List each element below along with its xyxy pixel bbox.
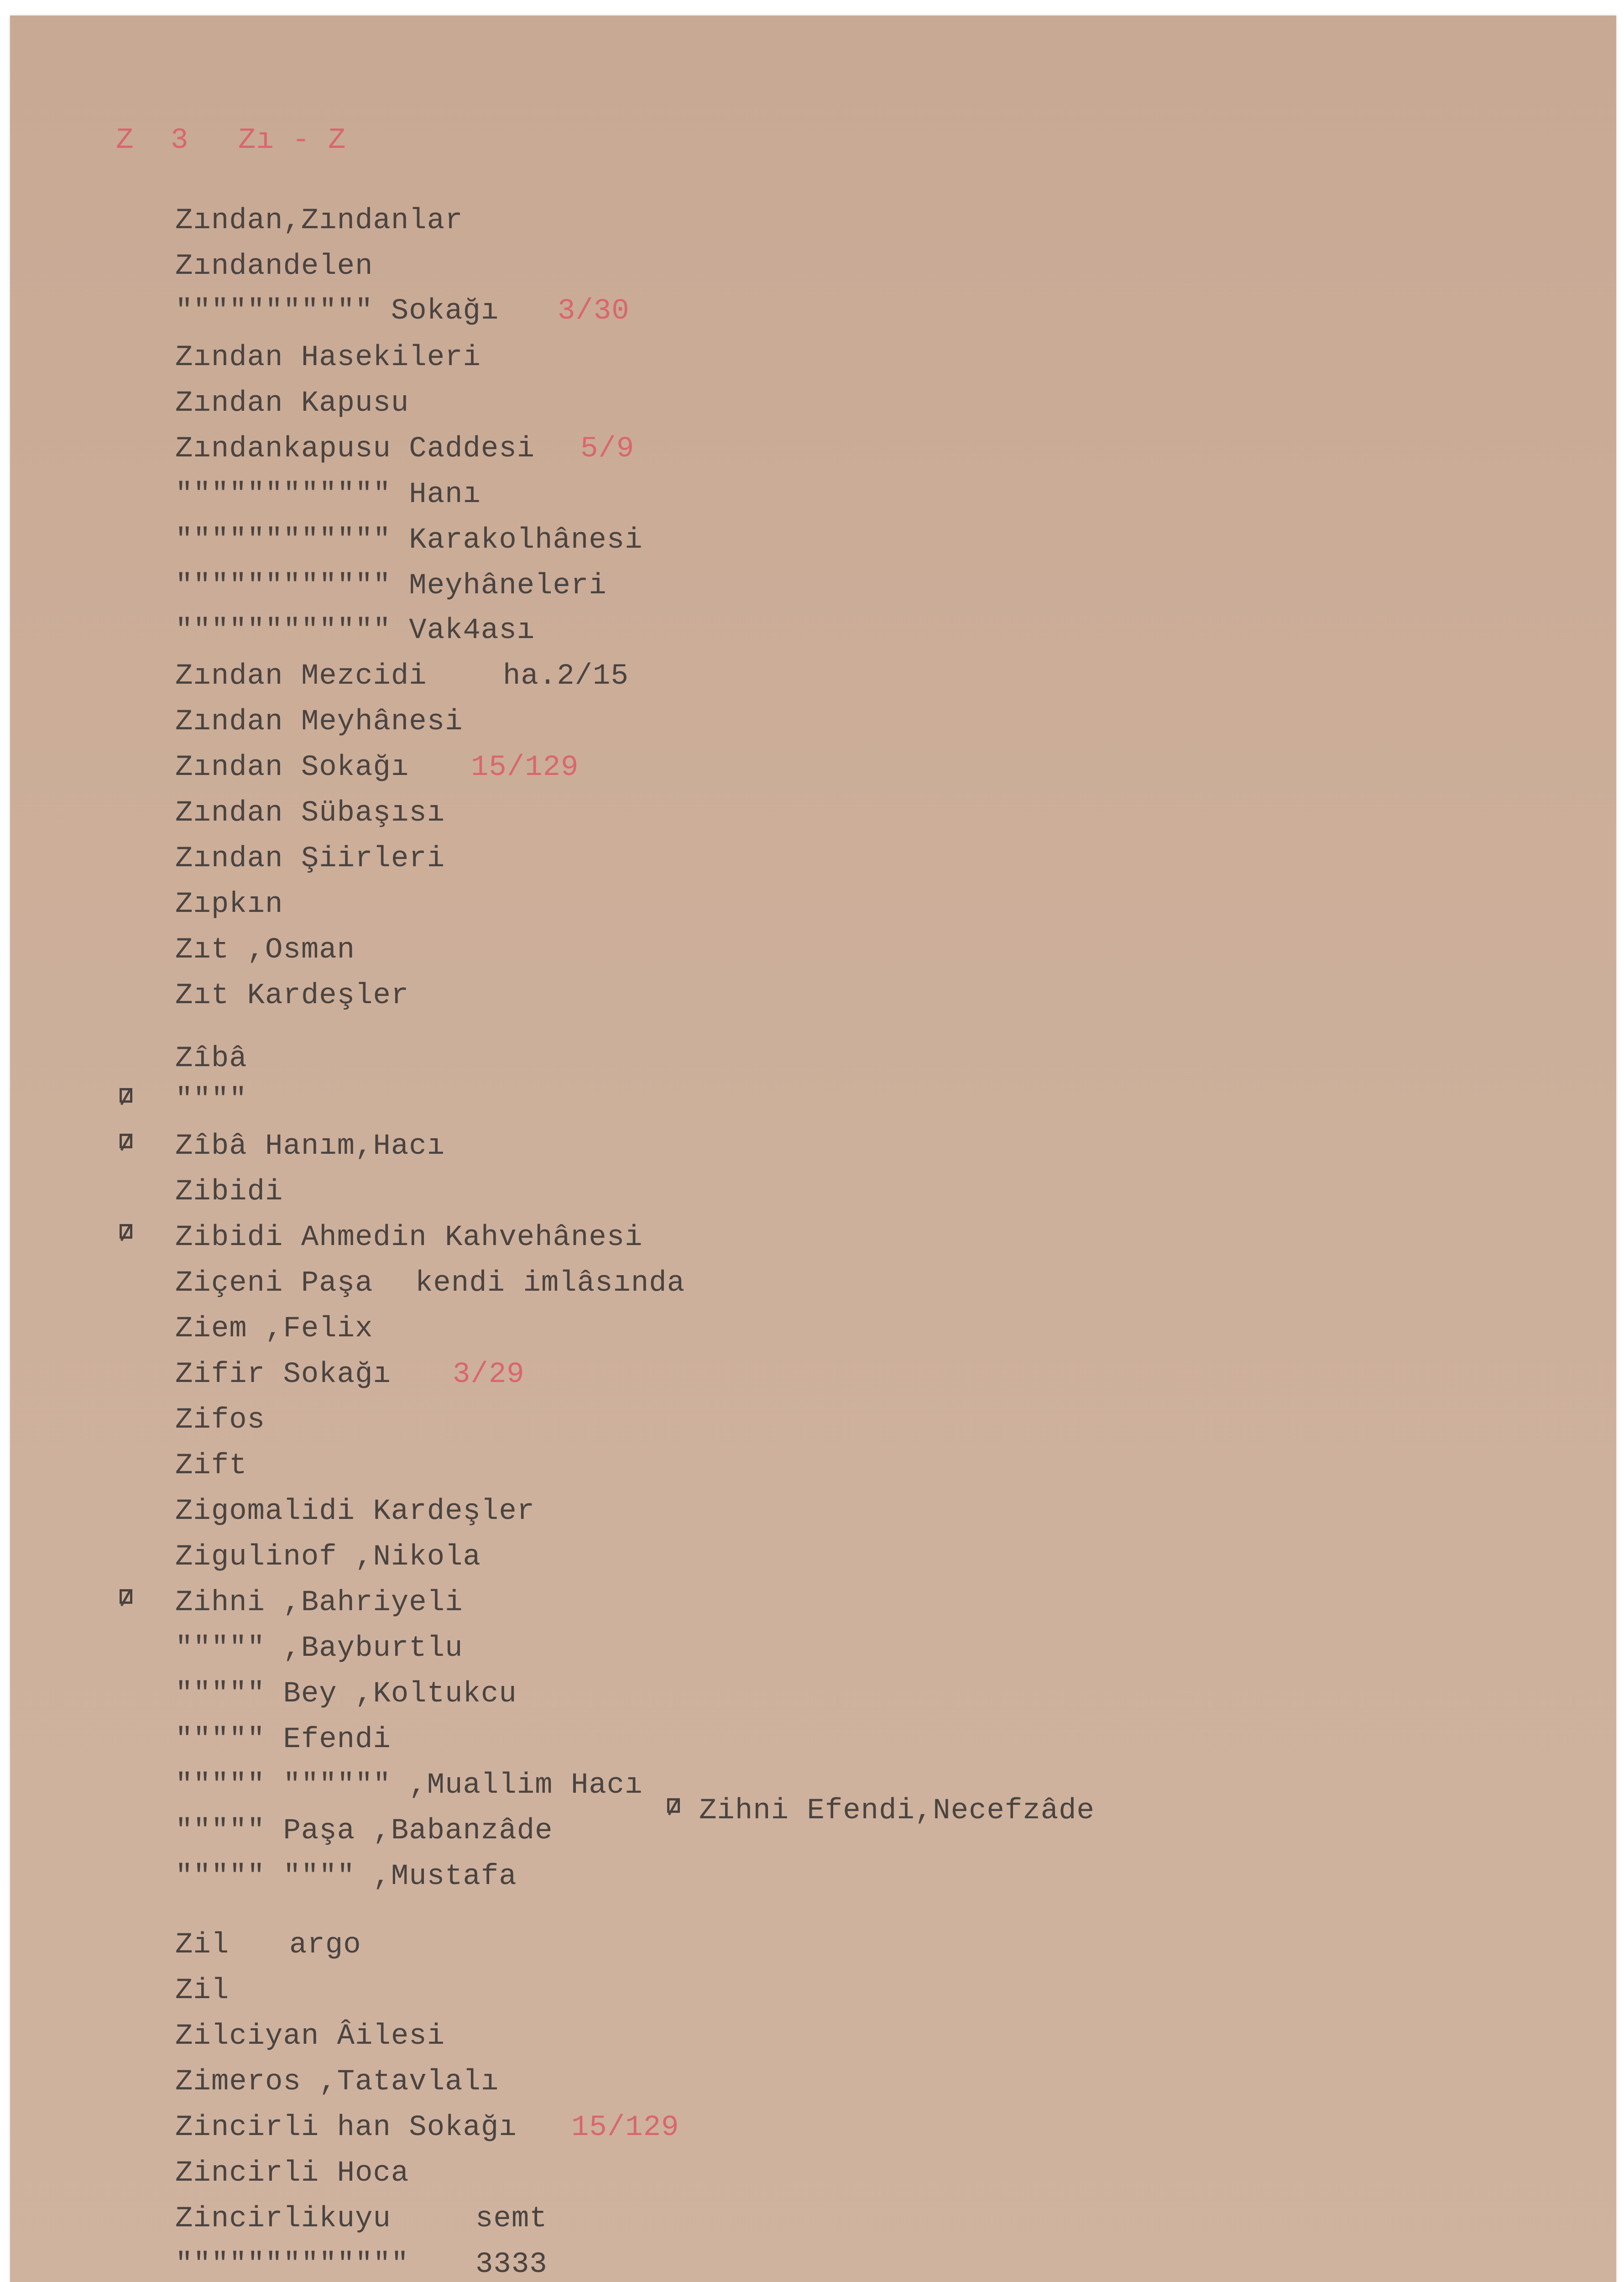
entry: """"" Efendi	[175, 1723, 391, 1756]
entry: """""""""""" Karakolhânesi	[175, 524, 643, 557]
entry: Zından Sokağı	[175, 751, 409, 784]
entry: Zîbâ Hanım,Hacı	[175, 1130, 445, 1163]
side-entry: Zihni Efendi,Necefzâde	[699, 1795, 1095, 1827]
entry: """""""""""" Meyhâneleri	[175, 570, 607, 602]
entry: """""""""""""	[175, 2248, 409, 2281]
entry: Zıpkın	[175, 888, 283, 921]
entry: Zift	[175, 1450, 247, 1482]
entry: Zındandelen	[175, 250, 373, 283]
entry-note: argo	[289, 1929, 361, 1962]
entry: """""""""""" Hanı	[175, 478, 481, 511]
entry: """"" Paşa ,Babanzâde	[175, 1815, 553, 1848]
check-mark-icon	[120, 1224, 132, 1239]
entry-note: 15/129	[471, 751, 579, 784]
entry: Zîbâ	[175, 1042, 247, 1075]
entry-note: 3/29	[453, 1358, 525, 1391]
entry-note: kendi imlâsında	[415, 1267, 685, 1300]
entry: Zigomalidi Kardeşler	[175, 1495, 535, 1528]
entry: Zincirli han Sokağı	[175, 2111, 517, 2144]
card-letter: Z	[116, 124, 134, 157]
entry: Zilciyan Âilesi	[175, 2020, 445, 2053]
entry: """"" Bey ,Koltukcu	[175, 1678, 517, 1711]
entry: Zından Meyhânesi	[175, 706, 463, 738]
entry: Zından Hasekileri	[175, 341, 481, 374]
entry: """"" """""" ,Muallim Hacı	[175, 1769, 643, 1802]
entry: Zil	[175, 1974, 230, 2007]
entry: Zından Sübaşısı	[175, 797, 445, 830]
check-mark-icon	[120, 1589, 132, 1604]
entry: Zından,Zındanlar	[175, 204, 463, 237]
card-number: 3	[171, 124, 189, 157]
entry: Zındankapusu Caddesi	[175, 433, 535, 466]
entry: Zigulinof ,Nikola	[175, 1541, 481, 1574]
entry: """"" """" ,Mustafa	[175, 1860, 517, 1893]
entry: Zihni ,Bahriyeli	[175, 1586, 463, 1619]
entry: Zıt ,Osman	[175, 934, 355, 967]
index-card-page	[10, 16, 1616, 2282]
check-mark-icon	[120, 1088, 132, 1103]
entry: Zından Şiirleri	[175, 843, 445, 875]
entry: Zimeros ,Tatavlalı	[175, 2066, 499, 2099]
entry-note: 15/129	[571, 2111, 679, 2144]
entry: Zıt Kardeşler	[175, 979, 409, 1012]
entry: Zil	[175, 1929, 230, 1962]
entry-note: semt	[475, 2203, 548, 2235]
entry: Zifos	[175, 1404, 266, 1437]
card-range: Zı - Z	[238, 124, 346, 157]
entry: Ziem ,Felix	[175, 1313, 373, 1345]
entry: """"" ,Bayburtlu	[175, 1632, 463, 1665]
entry: Zibidi Ahmedin Kahvehânesi	[175, 1221, 643, 1254]
entry: Zibidi	[175, 1176, 283, 1209]
entry: Zifir Sokağı	[175, 1358, 391, 1391]
check-mark-icon	[667, 1798, 680, 1813]
entry-note: ha.2/15	[503, 660, 629, 693]
check-mark-icon	[120, 1134, 132, 1148]
entry: Zından Kapusu	[175, 387, 409, 420]
entry: """""""""""" Vak4ası	[175, 614, 535, 647]
entry: Zından Mezcidi	[175, 660, 427, 693]
entry-note: 3333	[475, 2248, 548, 2281]
entry: Ziçeni Paşa	[175, 1267, 373, 1300]
entry-note: 5/9	[580, 433, 635, 466]
entry: Zincirlikuyu	[175, 2203, 391, 2235]
entry: Zincirli Hoca	[175, 2157, 409, 2190]
entry: """"	[175, 1083, 247, 1116]
entry: """"""""""" Sokağı	[175, 295, 499, 328]
entry-note: 3/30	[558, 295, 630, 328]
